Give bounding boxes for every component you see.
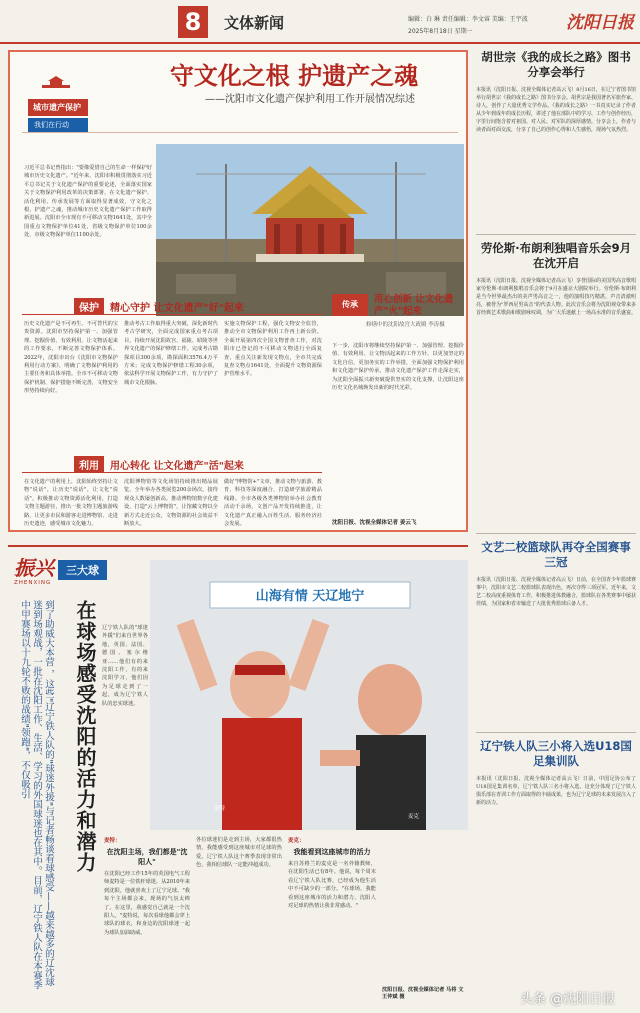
source-watermark: 头条 @沈阳日报 xyxy=(520,992,616,1007)
story-basketball-text: 本报讯（沈阳日报、沈视全媒体记者高云飞）日前，在全国青少年篮球赛事中，沈阳市文艺二校篮球队表现出色，再次夺得三项冠军。近年来，文艺二校高度重视体育工作，积极推进体教融合，篮球队在各类赛事中屡获佳绩，为国家和省市输送了大批优秀篮球后备人才。 xyxy=(476,577,636,608)
palace-photo-caption: 修缮中的沈阳故宫大政殿 李涛摄 xyxy=(366,322,445,328)
story-basketball-title: 文艺二校篮球队再夺全国赛事三冠 xyxy=(481,540,631,569)
right-news-column xyxy=(476,50,636,1010)
section-inherit-col: 下一步，沈阳市将继续坚持保护第一、加强管理、挖掘价值、有效利用、让文物活起来的工作方针，以更加坚定的文化自信、更加务实的工作举措，全面加强文物保护利用和文化遗产保护传承，推动文化遗产保护工作走深走实，为沈阳全面振兴新突破提供坚实的文化支撑，让沈阳这座历史文化名城焕发出新的时代光彩。 xyxy=(332,343,464,392)
page-masthead xyxy=(0,0,640,44)
section-inherit-title: 用心创新 让文化遗产"火"起来 xyxy=(374,294,454,317)
banner-text: 山海有情 天辽地宁 xyxy=(255,589,365,604)
section-protect-rule xyxy=(22,314,322,315)
photo-label-left: 麦特 xyxy=(214,806,226,812)
section-use-label: 利用 xyxy=(74,456,104,473)
series-badge-sub: 我们在行动 xyxy=(28,118,88,132)
palace-photo xyxy=(156,144,464,316)
section-use-heading xyxy=(74,456,244,473)
zhenxing-vertical-title: 在球场感受沈阳的活力和潜力 xyxy=(73,600,97,873)
story-book-title: 胡世宗《我的成长之路》图书分享会举行 xyxy=(481,50,631,79)
feature-title: 守文化之根 护遗产之魂 xyxy=(169,62,419,90)
zhenxing-top-rule xyxy=(8,545,468,547)
feature-byline: 沈阳日报、沈视全媒体记者 姜云飞 xyxy=(332,520,417,526)
section-inherit-heading xyxy=(330,292,470,342)
fans-photo xyxy=(150,560,468,830)
feature-subtitle: ——沈阳市文化遗产保护利用工作开展情况综述 xyxy=(205,94,415,105)
intro-text: 习近平总书记曾指出："要像爱惜自己的生命一样保护好城市历史文化遗产。"近年来，沈阳市积极贯彻落实习近平总书记关于文化遗产保护的重要论述，全面落实国家关于文物保护利用改革的决策部署，在文化遗产保护、活化利用、传承发展等方面取得显著成效，守文化之根，护遗产之魂，推动城市历史文化遗产保护工作取得新进展。沈阳市全市现有不可移动文物1641处，其中全国重点文物保护单位41处，省级文物保护单位100余处，市级文物保护单位1100余处。 xyxy=(24,165,152,239)
section-protect-label: 保护 xyxy=(74,298,104,315)
story-concert-title: 劳伦斯·布朗利独唱音乐会9月在沈开启 xyxy=(480,241,632,270)
fans-illustration xyxy=(150,560,468,830)
section-inherit-label: 传承 xyxy=(332,294,368,316)
story-football-title: 辽宁铁人队三小将入选U18国足集训队 xyxy=(480,739,632,768)
subhead-vitality: 我能看到这座城市的活力 xyxy=(293,848,371,856)
section-name: 文体新闻 xyxy=(224,14,285,32)
zhenxing-vertical-subtitle: 到了助威大本营 ，这些"辽宁铁人队的"球迷外援"与记者畅谈看球感受——越来越多的辽沈球迷到场观战，一批在沈阳工作、生活、学习的外国球迷也在其中。目前，辽宁铁人队在本赛季中甲赛场以十九轮不败的战绩"领跑"，不仅吸引 xyxy=(19,600,54,990)
palace-illustration xyxy=(156,144,464,316)
newspaper-logo: 沈阳日报 xyxy=(566,13,634,33)
quote-tag-mike: 麦克： xyxy=(288,838,305,844)
series-badge-main: 城市遗产保护 xyxy=(28,99,88,116)
zhenxing-byline: 沈阳日报、沈视全媒体记者 马将 文 王仲斌 摄 xyxy=(382,987,464,1000)
section-protect-col-3: 实施文物保护工程，强化文物安全监管，推动全市文物保护利用工作再上新台阶。全面开展第四次全国文物普查工作，对沈阳市已登记的不可移动文物进行全面复查，重点关注新发现文物点，全市共完成复查文物点1641处，全面提升文物资源保护管理水平。 xyxy=(224,321,322,378)
section-use-col-2: 沈阳博物馆等文化场馆持续推出精品展览，全年举办各类展览200余场次，接待观众人数屡创新高。推动博物馆数字化建设，打造"云上博物馆"，让馆藏文物以全新方式走近公众，文物资源的社会效益不断放大。 xyxy=(124,479,218,528)
zhenxing-pinyin: ZHENXING xyxy=(14,580,52,586)
section-protect-col-1: 历史文化遗产是不可再生、不可替代的宝贵资源。沈阳市坚持保护第一、加强管理、挖掘价值、有效利用、让文物活起来的工作要求，不断完善文物保护体系。2022年，沈阳市出台《沈阳市文物保护利用行动方案》，明确了文物保护利用的主要任务和具体举措。全市不可移动文物保护机制、保护措施不断完善，文物安全形势持续向好。 xyxy=(24,321,118,395)
zhenxing-text-3: 来自苏格兰的麦克是一名外籍教师，在沈阳生活已有8年。他说，每个周末看辽宁铁人队比赛，已经成为他生活中不可缺少的一部分。"在球场，我能看到这座城市的活力和潜力，沈阳人对足球的热情让我非常感动。" xyxy=(288,861,376,910)
photo-label-right: 麦克 xyxy=(408,814,420,820)
zhenxing-logo: 振兴 xyxy=(14,556,54,580)
right-divider-3 xyxy=(476,732,636,733)
zhenxing-col-1 xyxy=(104,836,190,1008)
zhenxing-tag: 三大球 xyxy=(58,560,107,580)
zhenxing-text-4 xyxy=(382,836,470,986)
story-book-text: 本报讯（沈阳日报、沈视全媒体记者高云飞）8月16日，在辽宁省图书馆举行胡世宗《我的成长之路》图书分享会。胡世宗是我国著名军旅作家、诗人，创作了大量优秀文学作品。《我的成长之路》一书真实记录了作者从少年到成年的成长历程，讲述了他在部队中的学习、工作与创作经历，字里行间饱含着对祖国、对人民、对军队的深厚感情。分享会上，作者与读者面对面交流，分享了自己的创作心得和人生感悟，现场气氛热烈。 xyxy=(476,87,636,134)
series-badge xyxy=(28,74,88,129)
section-protect-col-2: 推动考古工作取得重大突破，深化新时代考古学研究，全面完成国家重点考古项目，持续开展沈阳故宫、福陵、昭陵等世界文化遗产的保护修缮工作。完成考古勘探项目300余项，勘探面积3576.4万平方米；完成文物保护修缮工程30余项，依法科学开展文物保护工作，有力守护了城市文化根脉。 xyxy=(124,321,218,386)
editor-credits: 编辑：白 琳 责任编辑：李文睿 美编：王宇波 xyxy=(408,16,528,23)
page-number: 8 xyxy=(178,6,208,38)
feature-article xyxy=(8,50,468,532)
right-divider-2 xyxy=(476,533,636,534)
zhenxing-text-2: 各位球迷们是走到主场，大家都很热情，我能感受到这座城市对足球的热爱。辽宁铁人队这个赛季表现非常出色，我相信球队一定能冲超成功。 xyxy=(196,837,282,869)
section-use-col-1: 在文化遗产的利用上，沈阳始终坚持让文物"说话"，让历史"说话"，让文化"说话"。积极推动文物资源活化利用，打造文物主题游径，推出一批文物主题旅游线路，让更多市民和游客走进博物馆、走进历史遗迹，感受城市文化魅力。 xyxy=(24,479,118,528)
pagoda-icon xyxy=(28,75,84,89)
zhenxing-text-1: 在沈阳已经工作15年的英国电气工程师麦特是一位铁杆球迷。从2010年来到沈阳，他就喜欢上了辽宁足球。"我每个主场都会来，现场的气氛太棒了，在这里，我感觉自己就是一个沈阳人。"麦特说，每次看球他都会穿上球队的球衣，和身边的沈阳球迷一起为球队加油助威。 xyxy=(104,871,190,936)
subhead-home: 在沈阳主场，我们都是"沈阳人" xyxy=(106,848,188,866)
section-protect-heading xyxy=(74,298,244,315)
story-football-text: 本报讯（沈阳日报、沈视全媒体记者高云飞）日前，中国足协公布了U18国足集训名单，辽宁铁人队三名小将入选。这充分体现了辽宁铁人俱乐部在青训工作方面取得的丰硕成果，也为辽宁足球的未来发展注入了新的活力。 xyxy=(476,776,636,807)
right-divider-1 xyxy=(476,234,636,235)
section-protect-title: 精心守护 让文化遗产"好"起来 xyxy=(110,303,244,314)
zhenxing-lead: 辽宁铁人队的"球迷外援"们来自世界各地，英国、法国、德国、塞尔维亚……他们有的来沈阳工作，有的来沈阳学习，他们因为足球走到了一起，成为辽宁铁人队的忠实球迷。 xyxy=(102,625,148,707)
quote-tag-matt: 麦特： xyxy=(104,838,121,844)
zhenxing-col-3 xyxy=(288,836,376,1008)
section-use-rule xyxy=(22,472,322,473)
section-use-col-3: 做好"博物馆+"文章，推动文物与旅游、教育、科技等深度融合，打造研学旅游精品线路。全市各级各类博物馆举办社会教育活动千余场，文创产品开发持续推进，让文化遗产真正融入百姓生活、服务经济社会发展。 xyxy=(224,479,322,528)
issue-date: 2025年8月18日 星期一 xyxy=(408,28,473,35)
story-concert-text: 本报讯（沈阳日报、沈视全媒体记者高云飞）享誉国际的美国男高音歌唱家劳伦斯·布朗利独唱音乐会将于9月在盛京大剧院举行。劳伦斯·布朗利是当今世界最杰出的美声男高音之一，他的演唱技巧精湛，声音清澈明亮，被誉为"罗西尼男高音"的代表人物。此次音乐会将为沈阳观众带来多首经典艺术歌曲和歌剧咏叹调，为广大乐迷献上一场高水准的音乐盛宴。 xyxy=(476,278,636,317)
zhenxing-col-4 xyxy=(382,836,470,1008)
section-use-title: 用心转化 让文化遗产"活"起来 xyxy=(110,461,244,472)
title-divider xyxy=(22,132,458,133)
